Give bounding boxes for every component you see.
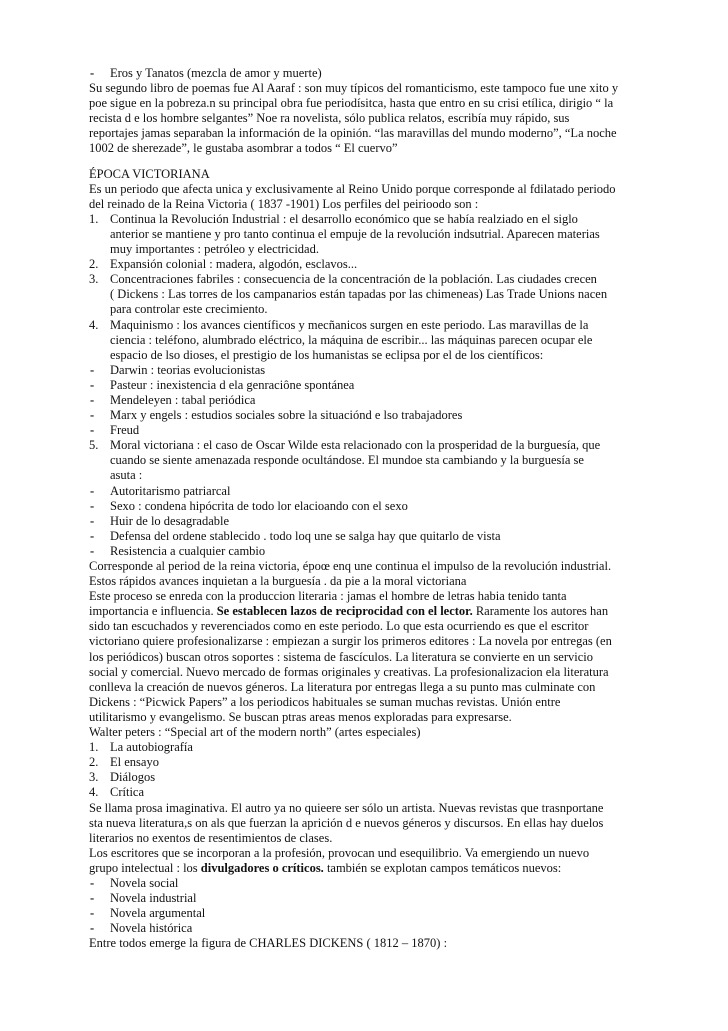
section-title: ÉPOCA VICTORIANA bbox=[89, 166, 210, 181]
dash-marker: - bbox=[90, 66, 95, 80]
list-item-continuation: muy importantes : petróleo y electricidad. bbox=[110, 242, 319, 257]
list-item: 3. Diálogos bbox=[89, 770, 156, 785]
dash-marker: - bbox=[90, 543, 95, 558]
dash-marker: - bbox=[90, 423, 95, 438]
bold-text: divulgadores o críticos. bbox=[200, 860, 324, 875]
paragraph-line: social y comercial. Nuevo mercado de formas originales y creativas. La profesionalizacion ela literatura bbox=[89, 664, 609, 679]
dash-marker: - bbox=[90, 498, 95, 513]
dash-marker: - bbox=[90, 921, 95, 936]
paragraph-line: sta nueva literatura,s on als que fuerzan la aprición d e nuevos géneros y discursos. En ellas hay duelos bbox=[89, 815, 604, 830]
list-item: 5. Moral victoriana : el caso de Oscar Wilde esta relacionado con la prosperidad de la burguesía, que bbox=[89, 438, 601, 453]
paragraph-line: Es un periodo que afecta unica y exclusivamente al Reino Unido porque corresponde al fdilatado periodo bbox=[89, 181, 616, 196]
list-number: 5. bbox=[89, 438, 99, 453]
list-number: 3. bbox=[89, 272, 99, 287]
dash-marker: - bbox=[90, 891, 95, 906]
list-item: - Novela industrial bbox=[90, 891, 197, 906]
paragraph-line: literarios no exentos de resentimientos de clases. bbox=[89, 830, 333, 845]
paragraph-line: grupo intelectual : los divulgadores o críticos. también se explotan campos temáticos nuevos: bbox=[89, 860, 562, 875]
list-item-continuation: espacio de lso dioses, el prestigio de los humanistas se eclipsa por el de los científicos: bbox=[110, 347, 544, 362]
list-item: - Freud bbox=[90, 423, 140, 438]
list-item-continuation: ciencia : teléfono, alumbrado eléctrico, la máquina de escribir... las máquinas parecen ocupar ele bbox=[110, 332, 593, 347]
list-item: - Defensa del ordene stablecido . todo loq une se salga hay que quitarlo de vista bbox=[90, 528, 501, 543]
paragraph-line: los periódicos) buscan otros soportes : sistema de fascículos. La literatura se convierte en un servicio bbox=[89, 649, 594, 664]
list-item: - Marx y engels : estudios sociales sobre la situaciónd e lso trabajadores bbox=[90, 408, 463, 423]
list-number: 4. bbox=[89, 317, 99, 332]
list-number: 1. bbox=[89, 211, 99, 226]
paragraph-line: Estos rápidos avances inquietan a la burguesía . da pie a la moral victoriana bbox=[89, 574, 467, 589]
paragraph-line: sido tan escuchados y reverenciados como en este periodo. Lo que esta ocurriendo es que el escritor bbox=[89, 619, 589, 634]
list-item: - Mendeleyen : tabal periódica bbox=[90, 392, 256, 407]
paragraph-line: Walter peters : “Special art of the modern north” (artes especiales) bbox=[89, 725, 421, 740]
list-item-continuation: ( Dickens : Las torres de los campanarios están tapadas por las chimeneas) Las Trade Unions nacen bbox=[110, 287, 608, 302]
dash-marker: - bbox=[90, 528, 95, 543]
paragraph-line: conlleva la creación de nuevos géneros. La literatura por entregas llega a su punto mas culminate con bbox=[89, 679, 596, 694]
paragraph-line: Los escritores que se incorporan a la profesión, provocan und esequilibrio. Va emergiendo un nuevo bbox=[89, 845, 590, 860]
list-number: 3. bbox=[89, 770, 99, 785]
closing-line: Entre todos emerge la figura de CHARLES DICKENS ( 1812 – 1870) : bbox=[89, 936, 448, 951]
list-item-continuation: cuando se siente amenazada responde ocultándose. El mundoe sta cambiando y la burguesía se bbox=[110, 453, 584, 468]
paragraph-line: Dickens : “Picwick Papers” a los periodicos habituales se suman muchas revistas. Unión entre bbox=[89, 694, 561, 709]
list-item: - Sexo : condena hipócrita de todo lor elacioando con el sexo bbox=[90, 498, 408, 513]
list-item: 2. Expansión colonial : madera, algodón, esclavos... bbox=[89, 257, 358, 272]
list-item: 3. Concentraciones fabriles : consecuencia de la concentración de la población. Las ciudades crecen bbox=[89, 272, 597, 287]
dash-marker: - bbox=[90, 392, 95, 407]
dash-marker: - bbox=[90, 362, 95, 377]
dash-marker: - bbox=[90, 377, 95, 392]
dash-marker: - bbox=[90, 906, 95, 921]
paragraph-line: Corresponde al period de la reina victoria, époœ enq une continua el impulso de la revolución industrial. bbox=[89, 559, 612, 573]
list-number: 4. bbox=[89, 785, 99, 800]
paragraph-line: Este proceso se enreda con la produccion literaria : jamas el hombre de letras habia tenido tanta bbox=[89, 589, 567, 604]
list-item: - Novela histórica bbox=[90, 921, 193, 936]
list-item-continuation: anterior se mantiene y pro tanto continua el empuje de la revolución indsutrial. Aparecen materias bbox=[110, 226, 600, 241]
list-item: - Pasteur : inexistencia d ela genraciône spontánea bbox=[90, 377, 355, 392]
list-item: 4. Crítica bbox=[89, 785, 145, 800]
list-number: 2. bbox=[89, 755, 99, 770]
paragraph-line: Se llama prosa imaginativa. El autro ya no quieere ser sólo un artista. Nuevas revistas que trasnportane bbox=[89, 800, 604, 815]
dash-marker: - bbox=[90, 408, 95, 423]
paragraph-line: poe sigue en la pobreza.n su principal obra fue periodísitca, hasta que entro en su crisi etílica, dirigio “ la bbox=[89, 96, 614, 111]
list-item: - Darwin : teorias evolucionistas bbox=[90, 362, 266, 377]
list-item-continuation: asuta : bbox=[110, 468, 143, 483]
dash-marker: - bbox=[90, 513, 95, 528]
document-page bbox=[89, 66, 649, 951]
paragraph-line: del reinado de la Reina Victoria ( 1837 -1901) Los perfiles del peirioodo son : bbox=[89, 196, 479, 211]
list-number: 2. bbox=[89, 257, 99, 272]
list-item: 4. Maquinismo : los avances científicos y mecñanicos surgen en este periodo. Las maravillas de la bbox=[89, 317, 589, 332]
dash-marker: - bbox=[90, 875, 95, 890]
paragraph-line: recista d e los hombre selgantes” Noe ra novelista, sólo publica relatos, escribía muy rápido, sus bbox=[89, 111, 570, 126]
paragraph-line: 1002 de sherezade”, le gustaba asombrar a todos “ El cuervo” bbox=[89, 141, 398, 156]
list-item: - Novela argumental bbox=[90, 906, 206, 921]
paragraph-line: reportajes jamas separaban la información de la opinión. “las maravillas del mundo moderno”, “La noche bbox=[89, 126, 617, 141]
paragraph-line: victoriano quiere profesionalizarse : empiezan a surgir los primeros editores : La novela por entregas (en bbox=[89, 634, 612, 649]
list-item: - Huir de lo desagradable bbox=[90, 513, 230, 528]
paragraph-line: Su segundo libro de poemas fue Al Aaraf : son muy típicos del romanticismo, este tampoco fue une xito y bbox=[89, 81, 619, 96]
list-item: 1. Continua la Revolución Industrial : el desarrollo económico que se había realziado en el siglo bbox=[89, 211, 578, 226]
paragraph-line: importancia e influencia. Se establecen lazos de reciprocidad con el lector. Raramente los autores han bbox=[89, 604, 609, 619]
list-item: 1. La autobiografía bbox=[89, 740, 193, 755]
list-item: - Autoritarismo patriarcal bbox=[90, 483, 231, 498]
paragraph-line: utilitarismo y evangelismo. Se buscan ptras areas menos exploradas para expresarse. bbox=[89, 709, 512, 724]
list-item-continuation: para controlar este crecimiento. bbox=[110, 302, 268, 317]
list-number: 1. bbox=[89, 740, 99, 755]
dash-marker: - bbox=[90, 483, 95, 498]
list-item: 2. El ensayo bbox=[89, 755, 159, 770]
bold-text: Se establecen lazos de reciprocidad con el lector. bbox=[216, 604, 473, 619]
list-item: - Novela social bbox=[90, 875, 179, 890]
list-item: - Eros y Tanatos (mezcla de amor y muerte) bbox=[90, 66, 322, 80]
list-item: - Resistencia a cualquier cambio bbox=[90, 543, 266, 558]
